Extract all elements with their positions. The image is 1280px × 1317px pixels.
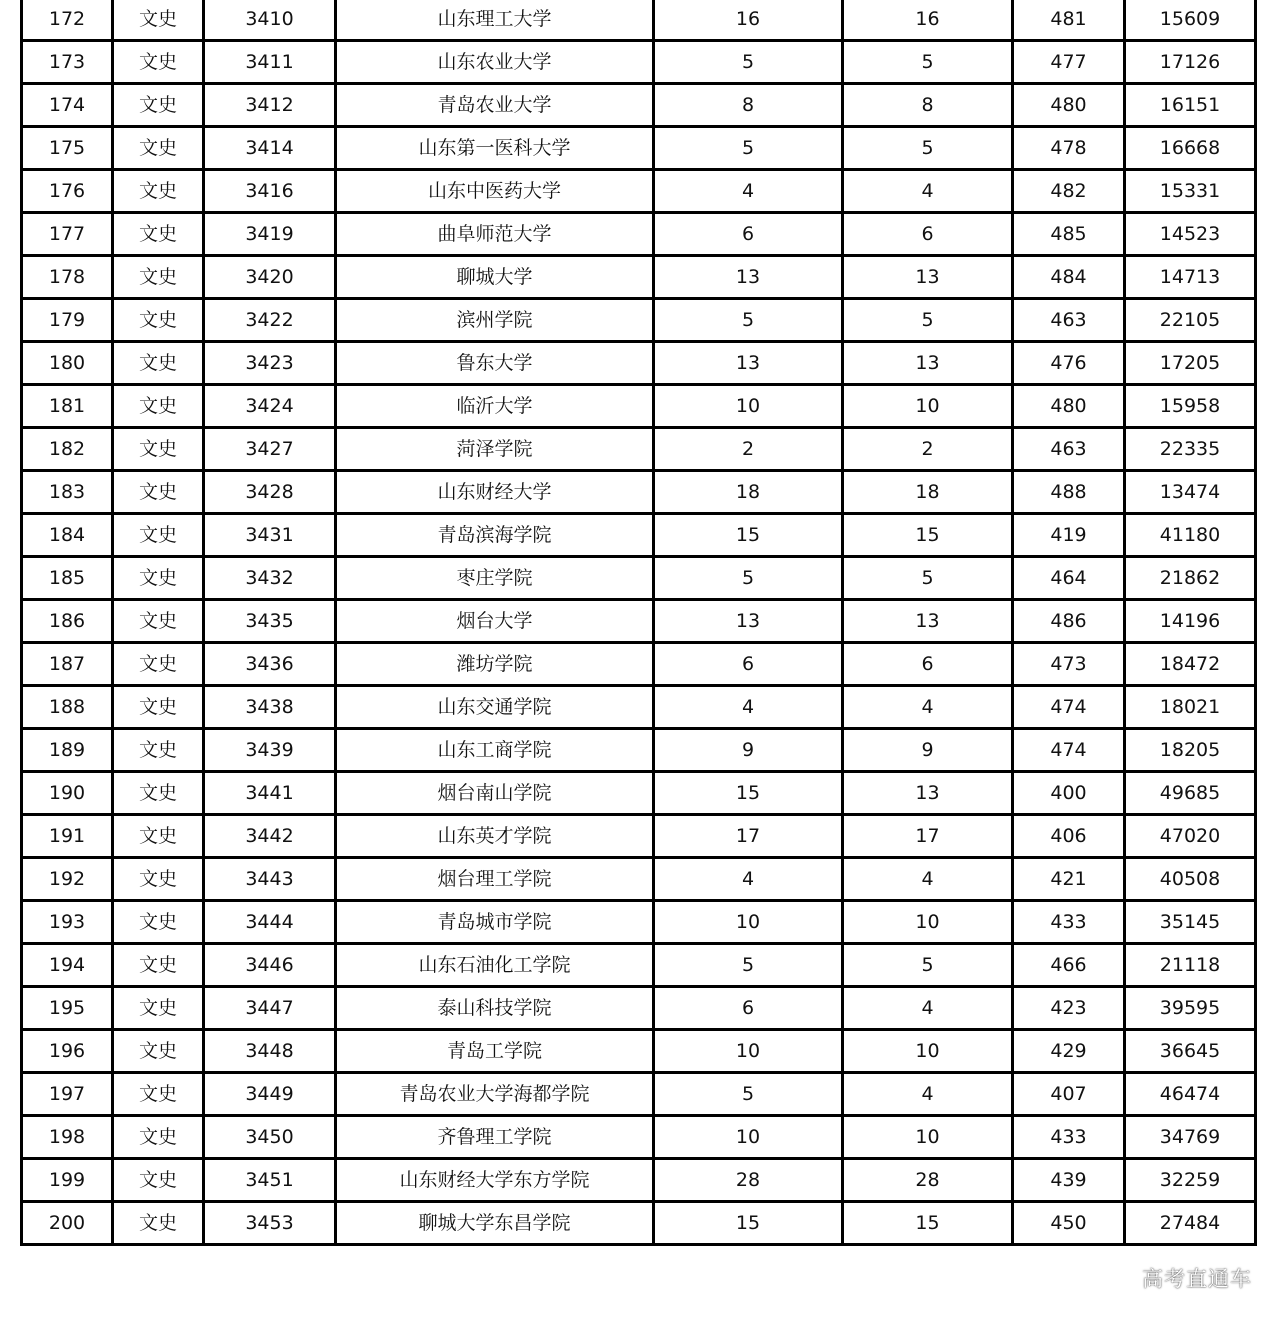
min-score-cell: 464 bbox=[1013, 557, 1125, 600]
subject-type-cell: 文史 bbox=[113, 299, 204, 342]
school-name-cell: 山东交通学院 bbox=[336, 686, 654, 729]
min-rank-cell: 14713 bbox=[1125, 256, 1256, 299]
table-body bbox=[22, 0, 1256, 1245]
row-number-cell: 196 bbox=[22, 1030, 113, 1073]
school-code-cell: 3427 bbox=[204, 428, 336, 471]
plan-count-cell: 13 bbox=[654, 256, 843, 299]
min-score-cell: 419 bbox=[1013, 514, 1125, 557]
subject-type-cell: 文史 bbox=[113, 428, 204, 471]
plan-count-cell: 18 bbox=[654, 471, 843, 514]
subject-type-cell: 文史 bbox=[113, 385, 204, 428]
school-code-cell: 3423 bbox=[204, 342, 336, 385]
min-score-cell: 433 bbox=[1013, 1116, 1125, 1159]
min-score-cell: 488 bbox=[1013, 471, 1125, 514]
subject-type-cell: 文史 bbox=[113, 1073, 204, 1116]
plan-count-cell: 5 bbox=[654, 1073, 843, 1116]
table-row bbox=[22, 557, 1256, 600]
min-rank-cell: 14523 bbox=[1125, 213, 1256, 256]
school-code-cell: 3436 bbox=[204, 643, 336, 686]
school-code-cell: 3447 bbox=[204, 987, 336, 1030]
table-row bbox=[22, 1202, 1256, 1245]
school-name-cell: 山东财经大学东方学院 bbox=[336, 1159, 654, 1202]
enrolled-count-cell: 4 bbox=[843, 858, 1013, 901]
min-score-cell: 478 bbox=[1013, 127, 1125, 170]
school-code-cell: 3448 bbox=[204, 1030, 336, 1073]
min-score-cell: 480 bbox=[1013, 84, 1125, 127]
plan-count-cell: 15 bbox=[654, 514, 843, 557]
enrolled-count-cell: 8 bbox=[843, 84, 1013, 127]
min-score-cell: 484 bbox=[1013, 256, 1125, 299]
plan-count-cell: 8 bbox=[654, 84, 843, 127]
plan-count-cell: 5 bbox=[654, 557, 843, 600]
subject-type-cell: 文史 bbox=[113, 514, 204, 557]
table-row bbox=[22, 84, 1256, 127]
table-row bbox=[22, 256, 1256, 299]
table-row bbox=[22, 815, 1256, 858]
subject-type-cell: 文史 bbox=[113, 1116, 204, 1159]
school-name-cell: 曲阜师范大学 bbox=[336, 213, 654, 256]
subject-type-cell: 文史 bbox=[113, 600, 204, 643]
enrolled-count-cell: 4 bbox=[843, 170, 1013, 213]
min-rank-cell: 13474 bbox=[1125, 471, 1256, 514]
enrolled-count-cell: 18 bbox=[843, 471, 1013, 514]
row-number-cell: 184 bbox=[22, 514, 113, 557]
watermark: 高考直通车 bbox=[1142, 1267, 1252, 1291]
row-number-cell: 195 bbox=[22, 987, 113, 1030]
table-row bbox=[22, 858, 1256, 901]
enrolled-count-cell: 15 bbox=[843, 1202, 1013, 1245]
school-name-cell: 山东农业大学 bbox=[336, 41, 654, 84]
subject-type-cell: 文史 bbox=[113, 170, 204, 213]
min-rank-cell: 35145 bbox=[1125, 901, 1256, 944]
school-name-cell: 枣庄学院 bbox=[336, 557, 654, 600]
enrolled-count-cell: 5 bbox=[843, 299, 1013, 342]
row-number-cell: 182 bbox=[22, 428, 113, 471]
school-name-cell: 青岛滨海学院 bbox=[336, 514, 654, 557]
min-rank-cell: 21118 bbox=[1125, 944, 1256, 987]
min-score-cell: 400 bbox=[1013, 772, 1125, 815]
subject-type-cell: 文史 bbox=[113, 1202, 204, 1245]
row-number-cell: 177 bbox=[22, 213, 113, 256]
min-rank-cell: 36645 bbox=[1125, 1030, 1256, 1073]
admission-table bbox=[20, 0, 1257, 1246]
row-number-cell: 178 bbox=[22, 256, 113, 299]
min-score-cell: 439 bbox=[1013, 1159, 1125, 1202]
min-score-cell: 473 bbox=[1013, 643, 1125, 686]
table-row bbox=[22, 514, 1256, 557]
row-number-cell: 174 bbox=[22, 84, 113, 127]
subject-type-cell: 文史 bbox=[113, 987, 204, 1030]
table-row bbox=[22, 600, 1256, 643]
enrolled-count-cell: 5 bbox=[843, 944, 1013, 987]
row-number-cell: 199 bbox=[22, 1159, 113, 1202]
row-number-cell: 191 bbox=[22, 815, 113, 858]
plan-count-cell: 6 bbox=[654, 643, 843, 686]
min-rank-cell: 16668 bbox=[1125, 127, 1256, 170]
school-name-cell: 齐鲁理工学院 bbox=[336, 1116, 654, 1159]
enrolled-count-cell: 4 bbox=[843, 1073, 1013, 1116]
school-code-cell: 3450 bbox=[204, 1116, 336, 1159]
min-score-cell: 463 bbox=[1013, 299, 1125, 342]
school-name-cell: 临沂大学 bbox=[336, 385, 654, 428]
table-row bbox=[22, 299, 1256, 342]
min-rank-cell: 27484 bbox=[1125, 1202, 1256, 1245]
min-rank-cell: 22105 bbox=[1125, 299, 1256, 342]
min-score-cell: 477 bbox=[1013, 41, 1125, 84]
school-code-cell: 3444 bbox=[204, 901, 336, 944]
school-name-cell: 鲁东大学 bbox=[336, 342, 654, 385]
plan-count-cell: 28 bbox=[654, 1159, 843, 1202]
enrolled-count-cell: 4 bbox=[843, 686, 1013, 729]
enrolled-count-cell: 5 bbox=[843, 41, 1013, 84]
min-rank-cell: 41180 bbox=[1125, 514, 1256, 557]
table-row bbox=[22, 471, 1256, 514]
min-rank-cell: 15958 bbox=[1125, 385, 1256, 428]
subject-type-cell: 文史 bbox=[113, 471, 204, 514]
enrolled-count-cell: 4 bbox=[843, 987, 1013, 1030]
plan-count-cell: 15 bbox=[654, 772, 843, 815]
row-number-cell: 186 bbox=[22, 600, 113, 643]
subject-type-cell: 文史 bbox=[113, 557, 204, 600]
enrolled-count-cell: 15 bbox=[843, 514, 1013, 557]
row-number-cell: 180 bbox=[22, 342, 113, 385]
table-row bbox=[22, 987, 1256, 1030]
enrolled-count-cell: 6 bbox=[843, 213, 1013, 256]
school-name-cell: 山东理工大学 bbox=[336, 0, 654, 41]
min-score-cell: 450 bbox=[1013, 1202, 1125, 1245]
min-rank-cell: 18472 bbox=[1125, 643, 1256, 686]
school-code-cell: 3428 bbox=[204, 471, 336, 514]
enrolled-count-cell: 13 bbox=[843, 772, 1013, 815]
plan-count-cell: 13 bbox=[654, 600, 843, 643]
min-score-cell: 423 bbox=[1013, 987, 1125, 1030]
plan-count-cell: 6 bbox=[654, 213, 843, 256]
plan-count-cell: 9 bbox=[654, 729, 843, 772]
table-row bbox=[22, 772, 1256, 815]
subject-type-cell: 文史 bbox=[113, 729, 204, 772]
min-score-cell: 463 bbox=[1013, 428, 1125, 471]
row-number-cell: 179 bbox=[22, 299, 113, 342]
school-code-cell: 3410 bbox=[204, 0, 336, 41]
min-rank-cell: 22335 bbox=[1125, 428, 1256, 471]
plan-count-cell: 15 bbox=[654, 1202, 843, 1245]
table-row bbox=[22, 1030, 1256, 1073]
subject-type-cell: 文史 bbox=[113, 84, 204, 127]
table-row bbox=[22, 944, 1256, 987]
min-rank-cell: 40508 bbox=[1125, 858, 1256, 901]
subject-type-cell: 文史 bbox=[113, 342, 204, 385]
subject-type-cell: 文史 bbox=[113, 1030, 204, 1073]
min-rank-cell: 18021 bbox=[1125, 686, 1256, 729]
school-code-cell: 3412 bbox=[204, 84, 336, 127]
table-row bbox=[22, 1116, 1256, 1159]
min-rank-cell: 34769 bbox=[1125, 1116, 1256, 1159]
subject-type-cell: 文史 bbox=[113, 858, 204, 901]
school-code-cell: 3453 bbox=[204, 1202, 336, 1245]
row-number-cell: 194 bbox=[22, 944, 113, 987]
enrolled-count-cell: 28 bbox=[843, 1159, 1013, 1202]
table-row bbox=[22, 127, 1256, 170]
min-score-cell: 466 bbox=[1013, 944, 1125, 987]
table-row bbox=[22, 0, 1256, 41]
plan-count-cell: 4 bbox=[654, 686, 843, 729]
subject-type-cell: 文史 bbox=[113, 213, 204, 256]
table-row bbox=[22, 428, 1256, 471]
enrolled-count-cell: 5 bbox=[843, 557, 1013, 600]
subject-type-cell: 文史 bbox=[113, 127, 204, 170]
enrolled-count-cell: 16 bbox=[843, 0, 1013, 41]
row-number-cell: 189 bbox=[22, 729, 113, 772]
row-number-cell: 198 bbox=[22, 1116, 113, 1159]
enrolled-count-cell: 17 bbox=[843, 815, 1013, 858]
school-code-cell: 3443 bbox=[204, 858, 336, 901]
school-name-cell: 山东石油化工学院 bbox=[336, 944, 654, 987]
min-rank-cell: 17126 bbox=[1125, 41, 1256, 84]
table-row bbox=[22, 342, 1256, 385]
enrolled-count-cell: 6 bbox=[843, 643, 1013, 686]
school-code-cell: 3420 bbox=[204, 256, 336, 299]
min-score-cell: 476 bbox=[1013, 342, 1125, 385]
min-score-cell: 433 bbox=[1013, 901, 1125, 944]
min-rank-cell: 14196 bbox=[1125, 600, 1256, 643]
school-code-cell: 3411 bbox=[204, 41, 336, 84]
school-name-cell: 青岛农业大学海都学院 bbox=[336, 1073, 654, 1116]
subject-type-cell: 文史 bbox=[113, 686, 204, 729]
school-code-cell: 3446 bbox=[204, 944, 336, 987]
school-name-cell: 泰山科技学院 bbox=[336, 987, 654, 1030]
min-score-cell: 407 bbox=[1013, 1073, 1125, 1116]
plan-count-cell: 17 bbox=[654, 815, 843, 858]
table-row bbox=[22, 1159, 1256, 1202]
table-row bbox=[22, 901, 1256, 944]
school-code-cell: 3451 bbox=[204, 1159, 336, 1202]
enrolled-count-cell: 13 bbox=[843, 600, 1013, 643]
school-code-cell: 3442 bbox=[204, 815, 336, 858]
plan-count-cell: 5 bbox=[654, 299, 843, 342]
plan-count-cell: 5 bbox=[654, 41, 843, 84]
school-code-cell: 3439 bbox=[204, 729, 336, 772]
enrolled-count-cell: 5 bbox=[843, 127, 1013, 170]
school-name-cell: 青岛城市学院 bbox=[336, 901, 654, 944]
school-name-cell: 聊城大学东昌学院 bbox=[336, 1202, 654, 1245]
school-code-cell: 3422 bbox=[204, 299, 336, 342]
enrolled-count-cell: 2 bbox=[843, 428, 1013, 471]
school-name-cell: 青岛工学院 bbox=[336, 1030, 654, 1073]
table-row bbox=[22, 213, 1256, 256]
plan-count-cell: 10 bbox=[654, 1030, 843, 1073]
school-code-cell: 3424 bbox=[204, 385, 336, 428]
row-number-cell: 185 bbox=[22, 557, 113, 600]
min-rank-cell: 49685 bbox=[1125, 772, 1256, 815]
school-name-cell: 山东英才学院 bbox=[336, 815, 654, 858]
table-row bbox=[22, 385, 1256, 428]
min-score-cell: 474 bbox=[1013, 686, 1125, 729]
row-number-cell: 187 bbox=[22, 643, 113, 686]
school-name-cell: 烟台大学 bbox=[336, 600, 654, 643]
school-code-cell: 3435 bbox=[204, 600, 336, 643]
enrolled-count-cell: 9 bbox=[843, 729, 1013, 772]
plan-count-cell: 13 bbox=[654, 342, 843, 385]
plan-count-cell: 6 bbox=[654, 987, 843, 1030]
min-rank-cell: 46474 bbox=[1125, 1073, 1256, 1116]
row-number-cell: 197 bbox=[22, 1073, 113, 1116]
min-score-cell: 421 bbox=[1013, 858, 1125, 901]
school-code-cell: 3432 bbox=[204, 557, 336, 600]
table-row bbox=[22, 643, 1256, 686]
school-code-cell: 3441 bbox=[204, 772, 336, 815]
plan-count-cell: 5 bbox=[654, 127, 843, 170]
school-name-cell: 滨州学院 bbox=[336, 299, 654, 342]
min-rank-cell: 18205 bbox=[1125, 729, 1256, 772]
table-row bbox=[22, 170, 1256, 213]
subject-type-cell: 文史 bbox=[113, 0, 204, 41]
school-name-cell: 山东第一医科大学 bbox=[336, 127, 654, 170]
min-rank-cell: 21862 bbox=[1125, 557, 1256, 600]
min-score-cell: 406 bbox=[1013, 815, 1125, 858]
min-score-cell: 480 bbox=[1013, 385, 1125, 428]
min-score-cell: 474 bbox=[1013, 729, 1125, 772]
school-name-cell: 山东工商学院 bbox=[336, 729, 654, 772]
enrolled-count-cell: 13 bbox=[843, 342, 1013, 385]
min-rank-cell: 47020 bbox=[1125, 815, 1256, 858]
table-row bbox=[22, 729, 1256, 772]
row-number-cell: 175 bbox=[22, 127, 113, 170]
school-code-cell: 3449 bbox=[204, 1073, 336, 1116]
plan-count-cell: 16 bbox=[654, 0, 843, 41]
row-number-cell: 172 bbox=[22, 0, 113, 41]
row-number-cell: 176 bbox=[22, 170, 113, 213]
subject-type-cell: 文史 bbox=[113, 944, 204, 987]
school-code-cell: 3438 bbox=[204, 686, 336, 729]
plan-count-cell: 10 bbox=[654, 385, 843, 428]
school-name-cell: 潍坊学院 bbox=[336, 643, 654, 686]
row-number-cell: 173 bbox=[22, 41, 113, 84]
min-rank-cell: 16151 bbox=[1125, 84, 1256, 127]
min-score-cell: 486 bbox=[1013, 600, 1125, 643]
row-number-cell: 193 bbox=[22, 901, 113, 944]
min-rank-cell: 39595 bbox=[1125, 987, 1256, 1030]
plan-count-cell: 4 bbox=[654, 858, 843, 901]
row-number-cell: 181 bbox=[22, 385, 113, 428]
enrolled-count-cell: 10 bbox=[843, 901, 1013, 944]
subject-type-cell: 文史 bbox=[113, 41, 204, 84]
school-code-cell: 3419 bbox=[204, 213, 336, 256]
school-name-cell: 青岛农业大学 bbox=[336, 84, 654, 127]
min-score-cell: 429 bbox=[1013, 1030, 1125, 1073]
plan-count-cell: 2 bbox=[654, 428, 843, 471]
school-code-cell: 3431 bbox=[204, 514, 336, 557]
subject-type-cell: 文史 bbox=[113, 1159, 204, 1202]
enrolled-count-cell: 10 bbox=[843, 1116, 1013, 1159]
min-score-cell: 481 bbox=[1013, 0, 1125, 41]
school-name-cell: 烟台南山学院 bbox=[336, 772, 654, 815]
min-rank-cell: 17205 bbox=[1125, 342, 1256, 385]
row-number-cell: 188 bbox=[22, 686, 113, 729]
min-score-cell: 485 bbox=[1013, 213, 1125, 256]
table-row bbox=[22, 41, 1256, 84]
school-name-cell: 烟台理工学院 bbox=[336, 858, 654, 901]
min-rank-cell: 15331 bbox=[1125, 170, 1256, 213]
min-rank-cell: 32259 bbox=[1125, 1159, 1256, 1202]
plan-count-cell: 10 bbox=[654, 1116, 843, 1159]
row-number-cell: 200 bbox=[22, 1202, 113, 1245]
school-code-cell: 3416 bbox=[204, 170, 336, 213]
school-name-cell: 聊城大学 bbox=[336, 256, 654, 299]
plan-count-cell: 5 bbox=[654, 944, 843, 987]
plan-count-cell: 4 bbox=[654, 170, 843, 213]
school-name-cell: 菏泽学院 bbox=[336, 428, 654, 471]
row-number-cell: 183 bbox=[22, 471, 113, 514]
subject-type-cell: 文史 bbox=[113, 815, 204, 858]
subject-type-cell: 文史 bbox=[113, 901, 204, 944]
subject-type-cell: 文史 bbox=[113, 256, 204, 299]
school-name-cell: 山东财经大学 bbox=[336, 471, 654, 514]
table-row bbox=[22, 1073, 1256, 1116]
table-row bbox=[22, 686, 1256, 729]
plan-count-cell: 10 bbox=[654, 901, 843, 944]
school-code-cell: 3414 bbox=[204, 127, 336, 170]
enrolled-count-cell: 13 bbox=[843, 256, 1013, 299]
school-name-cell: 山东中医药大学 bbox=[336, 170, 654, 213]
min-rank-cell: 15609 bbox=[1125, 0, 1256, 41]
row-number-cell: 190 bbox=[22, 772, 113, 815]
subject-type-cell: 文史 bbox=[113, 643, 204, 686]
enrolled-count-cell: 10 bbox=[843, 385, 1013, 428]
row-number-cell: 192 bbox=[22, 858, 113, 901]
min-score-cell: 482 bbox=[1013, 170, 1125, 213]
subject-type-cell: 文史 bbox=[113, 772, 204, 815]
enrolled-count-cell: 10 bbox=[843, 1030, 1013, 1073]
